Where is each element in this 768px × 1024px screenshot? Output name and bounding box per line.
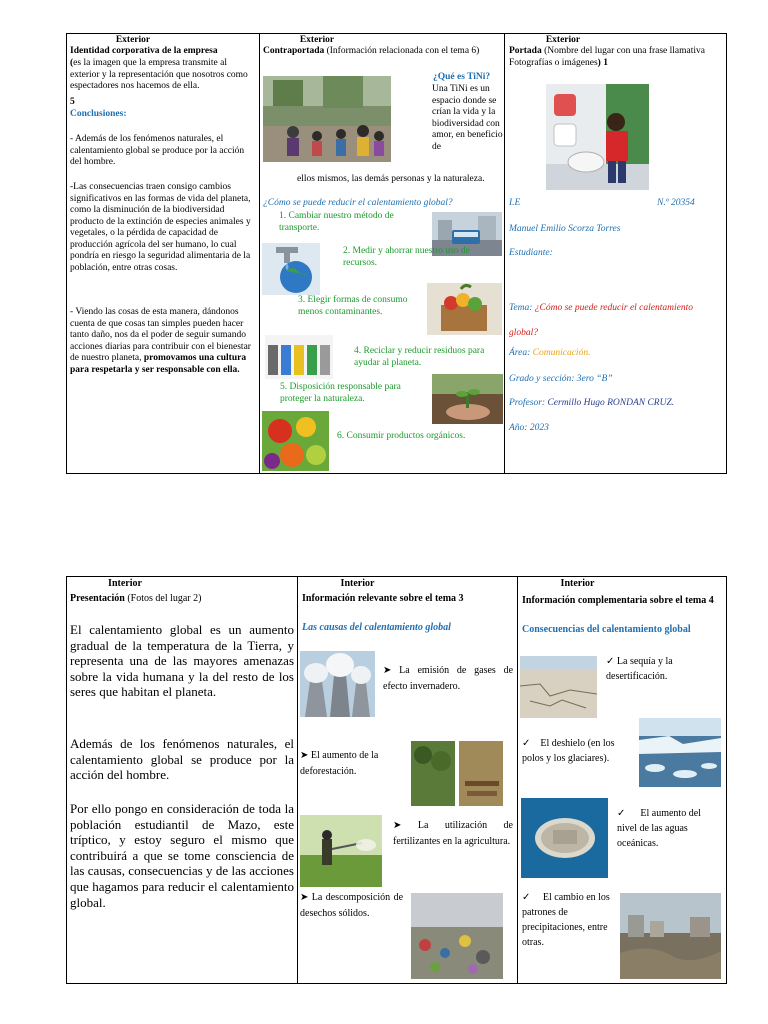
ext-col1-title: Identidad corporativa de la empresa — [70, 46, 218, 56]
ext-conclusion-3-bold: promovamos una cultura para respetarla y ser responsable con ella. — [70, 353, 247, 375]
school-number: N.º 20354 — [657, 198, 695, 208]
fertilizer-photo — [300, 815, 382, 887]
plant-hands-photo — [432, 374, 503, 424]
ext-conclusion-3-text: - Viendo las cosas de esta manera, dándonos cuenta de que cosas tan simples pueden hacer tanto daño, nos da el poder de seguir sumando acciones diarias para contribuir con el bienestar de nuestro planeta, — [70, 307, 251, 363]
exterior-divider-2 — [504, 33, 505, 474]
causes-subheading: Las causas del calentamiento global — [302, 622, 451, 633]
interior-divider-1 — [297, 576, 298, 984]
area-line — [509, 348, 590, 360]
int-col1-title-wrap — [70, 593, 294, 606]
int-col1-head: Interior — [108, 578, 142, 589]
int-col3-title: Información complementaria sobre el tema 4 — [522, 595, 714, 606]
int-col3-head: Interior — [560, 578, 595, 589]
ocean-island-photo — [521, 798, 608, 878]
ext-col2-head: Exterior — [299, 35, 335, 45]
basket-photo — [427, 283, 502, 335]
landfill-photo — [411, 893, 503, 979]
recycle-bins-photo — [265, 335, 333, 379]
cause-4-text: La descomposición de desechos sólidos. — [300, 892, 404, 919]
cause-1-text: La emisión de gases de efecto invernadero. — [383, 665, 514, 692]
check-icon: ✓ — [617, 808, 626, 819]
tema-label: Tema: — [509, 303, 533, 313]
area-label: Área: — [509, 348, 531, 358]
arrow-bullet-icon: ➤ — [393, 820, 402, 831]
check-icon: ✓ — [522, 892, 531, 903]
drought-photo — [520, 656, 597, 718]
ext-col2-title: Contraportada — [263, 46, 325, 56]
ext-col1-head: Exterior — [115, 35, 151, 45]
deforestation-photo — [411, 741, 503, 806]
water-tap-photo — [262, 243, 320, 295]
cover-photo — [546, 84, 649, 190]
arrow-bullet-icon: ➤ — [300, 892, 309, 903]
ext-conclusions-label: Conclusiones: — [70, 109, 127, 119]
cause-4 — [300, 890, 403, 922]
int-col2-head: Interior — [340, 578, 375, 589]
ext-col3-subtitle: (Nombre del lugar con una frase llamativa Fotografías o imágenes — [509, 46, 705, 68]
tema-value: ¿Cómo se puede reducir el calentamiento global? — [509, 303, 693, 338]
consequence-4-text: El cambio en los patrones de precipitaciones, entre otras. — [522, 892, 610, 948]
ext-col1-subtitle: es la imagen que la empresa transmite al exterior y la representación que nosotros como espectadores nos hacemos de ella. — [70, 58, 248, 91]
consequence-1 — [606, 654, 724, 684]
arrow-bullet-icon: ➤ — [383, 665, 392, 676]
reduce-item-3: 3. Elegir formas de consumo menos contaminantes. — [298, 295, 408, 317]
flood-photo — [620, 893, 721, 979]
reduce-item-2: 2. Medir y ahorrar nuestro uso de recursos. — [343, 246, 470, 268]
consequence-2 — [522, 736, 630, 766]
check-icon: ✓ — [522, 738, 531, 749]
area-value: Comunicación. — [532, 348, 591, 358]
professor-name: Cermillo Hugo RONDAN CRUZ. — [547, 398, 675, 408]
melting-ice-photo — [639, 718, 721, 787]
cause-3-text: La utilización de fertilizantes en la agricultura. — [393, 820, 513, 847]
arrow-bullet-icon: ➤ — [300, 750, 309, 761]
consequence-3 — [617, 806, 723, 851]
int-col1-title: Presentación — [70, 593, 125, 604]
consequence-3-text: El aumento del nivel de las aguas oceánicas. — [617, 808, 701, 849]
check-icon: ✓ — [606, 656, 615, 667]
consequence-1-text: La sequía y la desertificación. — [606, 656, 673, 682]
professor-label: Profesor: — [509, 398, 546, 408]
ext-col2-title-wrap — [263, 46, 499, 58]
reduce-item-1: 1. Cambiar nuestro método de transporte. — [279, 211, 394, 233]
consequence-4 — [522, 890, 614, 950]
school-ie: I.E — [509, 198, 521, 208]
int-col2-title: Información relevante sobre el tema 3 — [302, 593, 464, 604]
ext-col1-subtitle-num: 5 — [70, 97, 75, 107]
ext-conclusion-2: -Las consecuencias traen consigo cambios significativos en las formas de vida del planeta, como la disminución de la biodiversidad producto de la extinción de especies animales y vegetales, o la pérdida de capacidad de producción agrícola del ser humano, lo cual pondría en riesgo la seguridad alimentaria de la población, entre otras cosas. — [70, 182, 251, 273]
reduce-item-5: 5. Disposición responsable para proteger la naturaleza. — [280, 382, 401, 404]
interior-divider-2 — [517, 576, 518, 984]
consequences-subheading: Consecuencias del calentamiento global — [522, 624, 691, 635]
ext-col3-title: Portada — [509, 46, 542, 56]
power-plant-photo — [300, 651, 375, 717]
ext-col2-question: ¿Cómo se puede reducir el calentamiento global? — [263, 198, 453, 208]
consequence-2-text: El deshielo (en los polos y los glaciares). — [522, 738, 615, 764]
school-name: Manuel Emilio Scorza Torres — [509, 224, 621, 234]
ext-col3-subtitle-end: ) 1 — [597, 57, 608, 68]
int-intro-p3: Por ello pongo en consideración de toda la población estudiantil de Mazo, este tríptico, y estoy seguro el mismo que contribuirá a que se tome consciencia de las causas, consecuencias y de las acciones que hagamos para reducir el calentamiento global. — [70, 801, 294, 910]
int-intro-p1: El calentamiento global es un aumento gradual de la temperatura de la Tierra, y representa una de las mayores amenazas sobre la vida humana y la del resto de los seres que habitan el planeta. — [70, 622, 294, 700]
tini-photo — [263, 76, 391, 162]
cause-2 — [300, 748, 408, 780]
fruits-photo — [262, 411, 329, 471]
tini-question: ¿Qué es TiNi? — [433, 72, 491, 82]
ext-conclusion-3 — [70, 307, 252, 376]
reduce-item-6: 6. Consumir productos orgánicos. — [337, 431, 466, 441]
ext-col3-head: Exterior — [545, 35, 581, 45]
reduce-item-4: 4. Reciclar y reducir residuos para ayudar al planeta. — [354, 346, 485, 368]
ext-col3-title-wrap — [509, 46, 723, 69]
int-col1-subtitle: (Fotos del lugar 2) — [127, 593, 202, 604]
exterior-divider-1 — [259, 33, 260, 474]
ext-col1-subtitle-wrap — [70, 58, 256, 93]
cause-2-text: El aumento de la deforestación. — [300, 750, 379, 777]
year: Año: 2023 — [509, 423, 549, 433]
ext-col1-subtitle-open: ( — [70, 58, 74, 68]
professor-line — [509, 398, 723, 410]
cause-3 — [393, 818, 513, 850]
int-intro-p2: Además de los fenómenos naturales, el calentamiento global se produce por la acción del hombre. — [70, 736, 294, 783]
grade-section: Grado y sección: 3ero “B” — [509, 374, 613, 384]
student-label: Estudiante: — [509, 248, 553, 258]
cause-1 — [383, 663, 513, 695]
tema-line — [509, 296, 719, 346]
tini-answer-1: Una TiNi es un espacio donde se crían la vida y la biodiversidad con amor, en beneficio de — [432, 84, 503, 152]
tini-answer-2: ellos mismos, las demás personas y la naturaleza. — [297, 174, 485, 184]
ext-col2-subtitle: (Información relacionada con el tema 6) — [326, 46, 480, 56]
ext-conclusion-1: - Además de los fenómenos naturales, el calentamiento global se produce por la acción del hombre. — [70, 134, 245, 167]
